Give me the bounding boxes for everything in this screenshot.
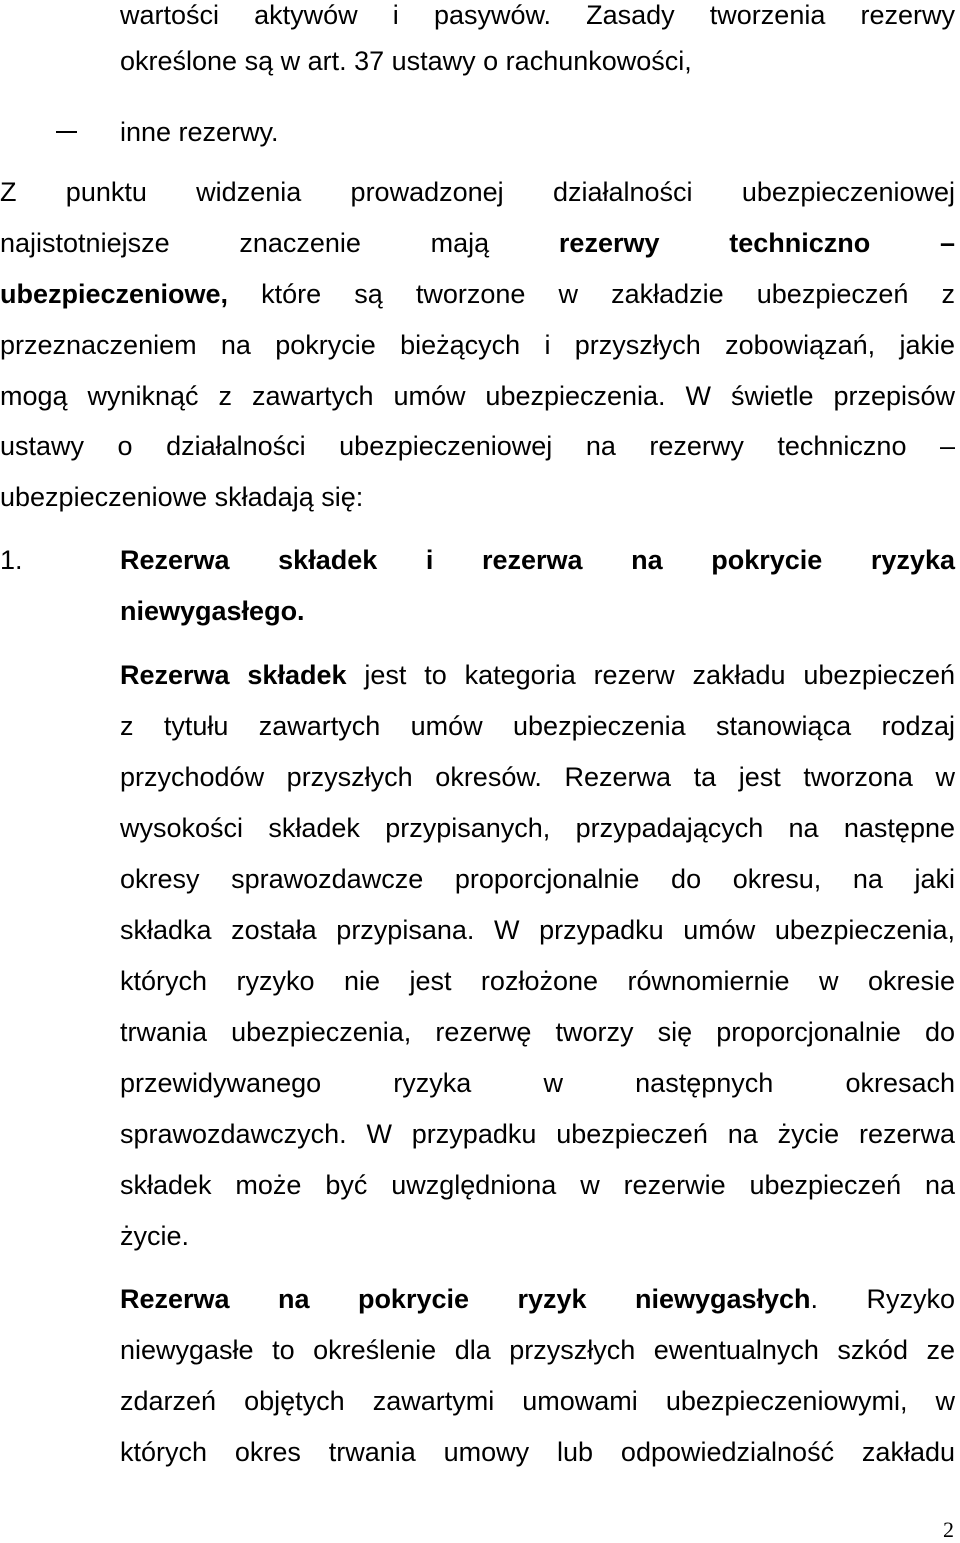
heading-number: 1. [0, 545, 23, 575]
paragraph-line: sprawozdawczych. W przypadku ubezpieczeń na życie rezerwa [120, 1119, 955, 1149]
heading-text-line: Rezerwa składek i rezerwa na pokrycie ryzyka [120, 545, 955, 575]
paragraph-line: Z punktu widzenia prowadzonej działalności ubezpieczeniowej [0, 177, 955, 207]
text-run: jest to kategoria rezerw zakładu ubezpieczeń [364, 660, 955, 690]
list-item-text-line: wartości aktywów i pasywów. Zasady tworzenia rezerwy [120, 0, 955, 30]
paragraph-line: przewidywanego ryzyka w następnych okresach [120, 1068, 955, 1098]
paragraph-line: których ryzyko nie jest rozłożone równomiernie w okresie [120, 966, 955, 996]
text-run: . Ryzyko [810, 1284, 955, 1314]
paragraph-line [120, 1284, 955, 1314]
paragraph-line: okresy sprawozdawcze proporcjonalnie do okresu, na jaki [120, 864, 955, 894]
bold-term: rezerwy techniczno – [558, 228, 955, 258]
paragraph-line: ustawy o działalności ubezpieczeniowej na rezerwy techniczno – [0, 431, 955, 461]
list-dash-bullet [56, 131, 77, 133]
paragraph-line [0, 228, 955, 258]
paragraph-line: których okres trwania umowy lub odpowiedzialność zakładu [120, 1437, 955, 1467]
list-item-text-line: określone są w art. 37 ustawy o rachunkowości, [120, 46, 692, 76]
paragraph-line: życie. [120, 1221, 190, 1251]
page-number: 2 [943, 1517, 954, 1542]
paragraph-line: mogą wyniknąć z zawartych umów ubezpieczenia. W świetle przepisów [0, 381, 955, 411]
paragraph-line: składka została przypisana. W przypadku umów ubezpieczenia, [120, 915, 955, 945]
list-item-other-reserves: inne rezerwy. [120, 117, 279, 147]
paragraph-line: z tytułu zawartych umów ubezpieczenia stanowiąca rodzaj [120, 711, 955, 741]
paragraph-line: przeznaczeniem na pokrycie bieżących i przyszłych zobowiązań, jakie [0, 330, 955, 360]
text-run: najistotniejsze znaczenie mają [0, 228, 490, 258]
text-run: które są tworzone w zakładzie ubezpieczeń z [261, 279, 955, 309]
paragraph-line [0, 279, 955, 309]
bold-term: Rezerwa na pokrycie ryzyk niewygasłych [120, 1284, 811, 1314]
paragraph-line: wysokości składek przypisanych, przypadających na następne [120, 813, 955, 843]
paragraph-line: zdarzeń objętych zawartymi umowami ubezpieczeniowymi, w [120, 1386, 955, 1416]
paragraph-line: ubezpieczeniowe składają się: [0, 482, 364, 512]
paragraph-line: trwania ubezpieczenia, rezerwę tworzy się proporcjonalnie do [120, 1017, 955, 1047]
bold-term: Rezerwa składek [120, 660, 347, 690]
paragraph-line [120, 660, 955, 690]
paragraph-line: przychodów przyszłych okresów. Rezerwa ta jest tworzona w [120, 762, 955, 792]
bold-term: ubezpieczeniowe, [0, 279, 229, 309]
paragraph-line: niewygasłe to określenie dla przyszłych ewentualnych szkód ze [120, 1335, 955, 1365]
paragraph-line: składek może być uwzględniona w rezerwie ubezpieczeń na [120, 1170, 955, 1200]
heading-text-line: niewygasłego. [120, 596, 305, 626]
